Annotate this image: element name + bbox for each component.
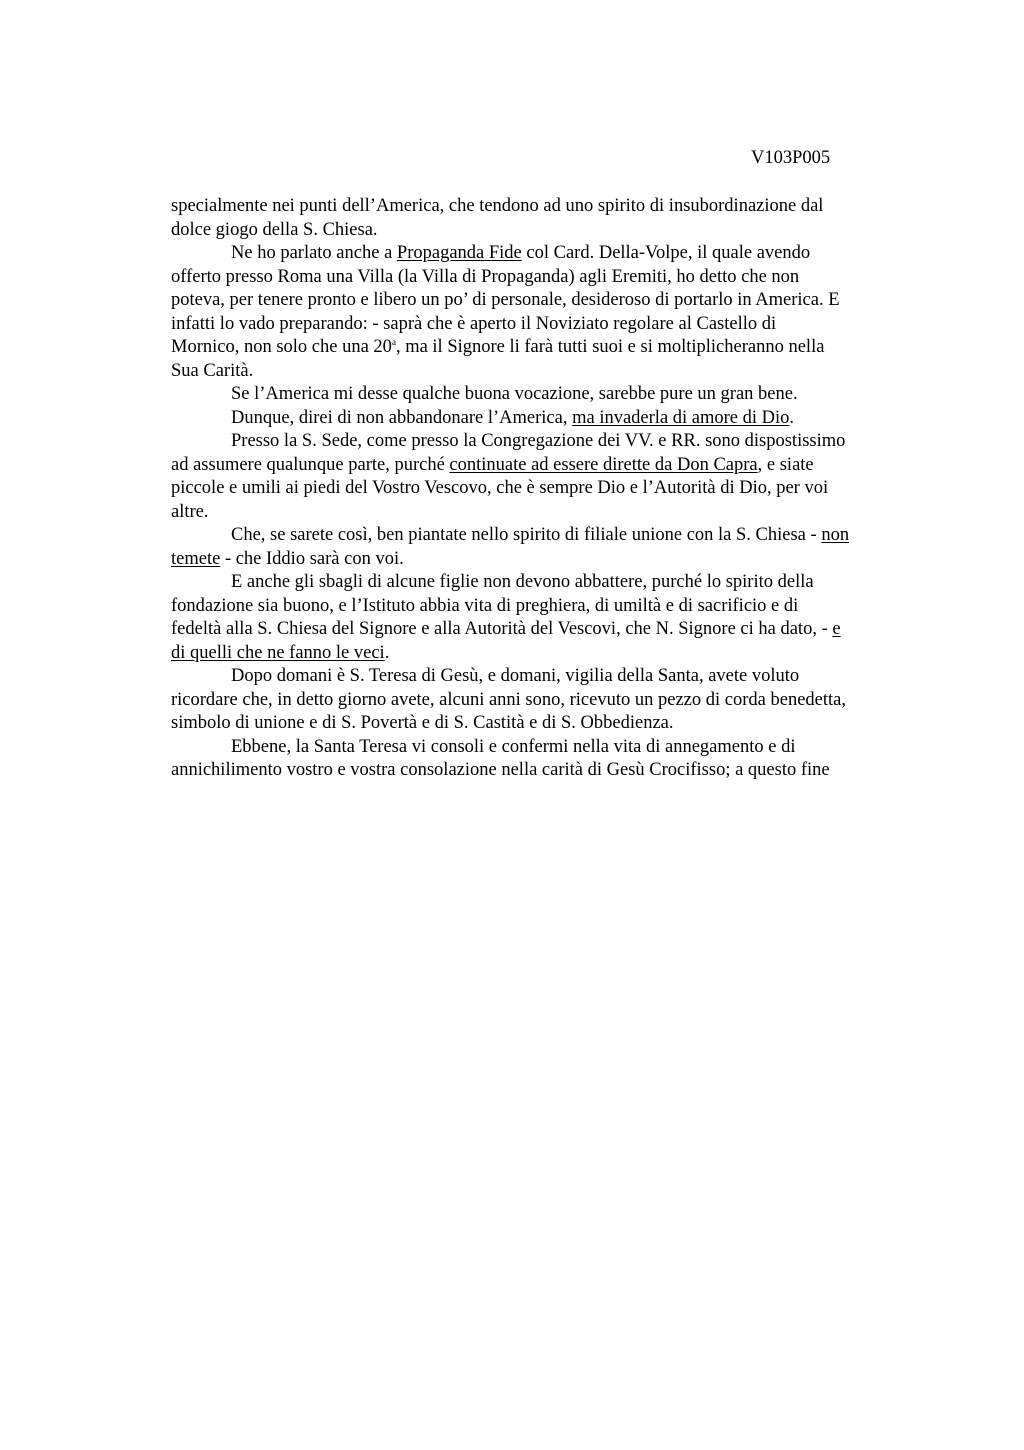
text-segment: .: [384, 642, 390, 663]
text-segment: - che Iddio sarà con voi.: [220, 548, 404, 569]
text-segment: Dunque, direi di non abbandonare l’America,: [231, 407, 573, 428]
text-segment: col Card. Della-Volpe, il quale avendo: [521, 243, 811, 263]
text-line: dolce giogo della S. Chiesa.: [171, 219, 378, 240]
underlined-text: continuate ad essere dirette da Don Capra: [449, 454, 758, 475]
underlined-text: e: [832, 619, 841, 639]
text-line: offerto presso Roma una Villa (la Villa di Propaganda) agli Eremiti, ho detto che non: [171, 266, 800, 287]
text-line: [171, 407, 929, 431]
text-line: specialmente nei punti dell’America, che tendono ad uno spirito di insubordinazione dal: [171, 196, 824, 216]
text-line: Presso la S. Sede, come presso la Congregazione dei VV. e RR. sono dispostissimo: [231, 431, 846, 451]
underlined-text: non: [821, 525, 850, 545]
text-line: altre.: [171, 501, 209, 522]
text-line: [171, 242, 929, 266]
body-text: [171, 195, 929, 783]
text-line: E anche gli sbagli di alcune figlie non devono abbattere, purché lo spirito della: [231, 572, 814, 592]
underlined-text: di quelli che ne fanno le veci: [171, 642, 385, 663]
text-segment: Che, se sarete così, ben piantate nello spirito di filiale unione con la S. Chiesa -: [231, 525, 822, 545]
text-line: [171, 548, 929, 572]
text-line: annichilimento vostro e vostra consolazione nella carità di Gesù Crocifisso; a questo fine: [171, 760, 830, 780]
text-line: Se l’America mi desse qualche buona vocazione, sarebbe pure un gran bene.: [231, 384, 798, 404]
text-line: infatti lo vado preparando: - saprà che è aperto il Noviziato regolare al Castello di: [171, 313, 777, 334]
text-segment: , ma il Signore li farà tutti suoi e si moltiplicheranno nella: [395, 337, 825, 357]
text-segment: Ne ho parlato anche a: [231, 243, 397, 263]
text-segment: .: [789, 407, 795, 428]
text-line: [171, 454, 929, 478]
text-line: fondazione sia buono, e l’Istituto abbia vita di preghiera, di umiltà e di sacrificio e di: [171, 595, 799, 616]
underlined-text: temete: [171, 548, 221, 569]
text-line: piccole e umili ai piedi del Vostro Vescovo, che è sempre Dio e l’Autorità di Dio, per voi: [171, 478, 829, 498]
text-line: [171, 336, 929, 360]
underlined-text: Propaganda Fide: [396, 243, 522, 263]
text-line: [171, 618, 929, 642]
text-line: ricordare che, in detto giorno avete, alcuni anni sono, ricevuto un pezzo di corda benedetta,: [171, 689, 846, 710]
superscript: a: [391, 337, 396, 347]
text-line: [171, 642, 929, 666]
text-line: Sua Carità.: [171, 360, 254, 381]
text-line: poteva, per tenere pronto e libero un po’ di personale, desideroso di portarlo in America. E: [171, 290, 840, 310]
text-line: [171, 524, 929, 548]
text-line: simbolo di unione e di S. Povertà e di S. Castità e di S. Obbedienza.: [171, 713, 674, 733]
text-segment: fedeltà alla S. Chiesa del Signore e alla Autorità del Vescovi, che N. Signore ci ha dato, -: [171, 619, 833, 639]
text-segment: Mornico, non solo che una 20: [171, 337, 392, 357]
text-segment: ad assumere qualunque parte, purché: [171, 454, 450, 475]
text-line: Dopo domani è S. Teresa di Gesù, e domani, vigilia della Santa, avete voluto: [231, 666, 800, 686]
underlined-text: ma invaderla di amore di Dio: [572, 407, 790, 428]
text-line: Ebbene, la Santa Teresa vi consoli e confermi nella vita di annegamento e di: [231, 736, 796, 757]
page-code: V103P005: [751, 148, 831, 168]
text-segment: , e siate: [757, 454, 814, 475]
